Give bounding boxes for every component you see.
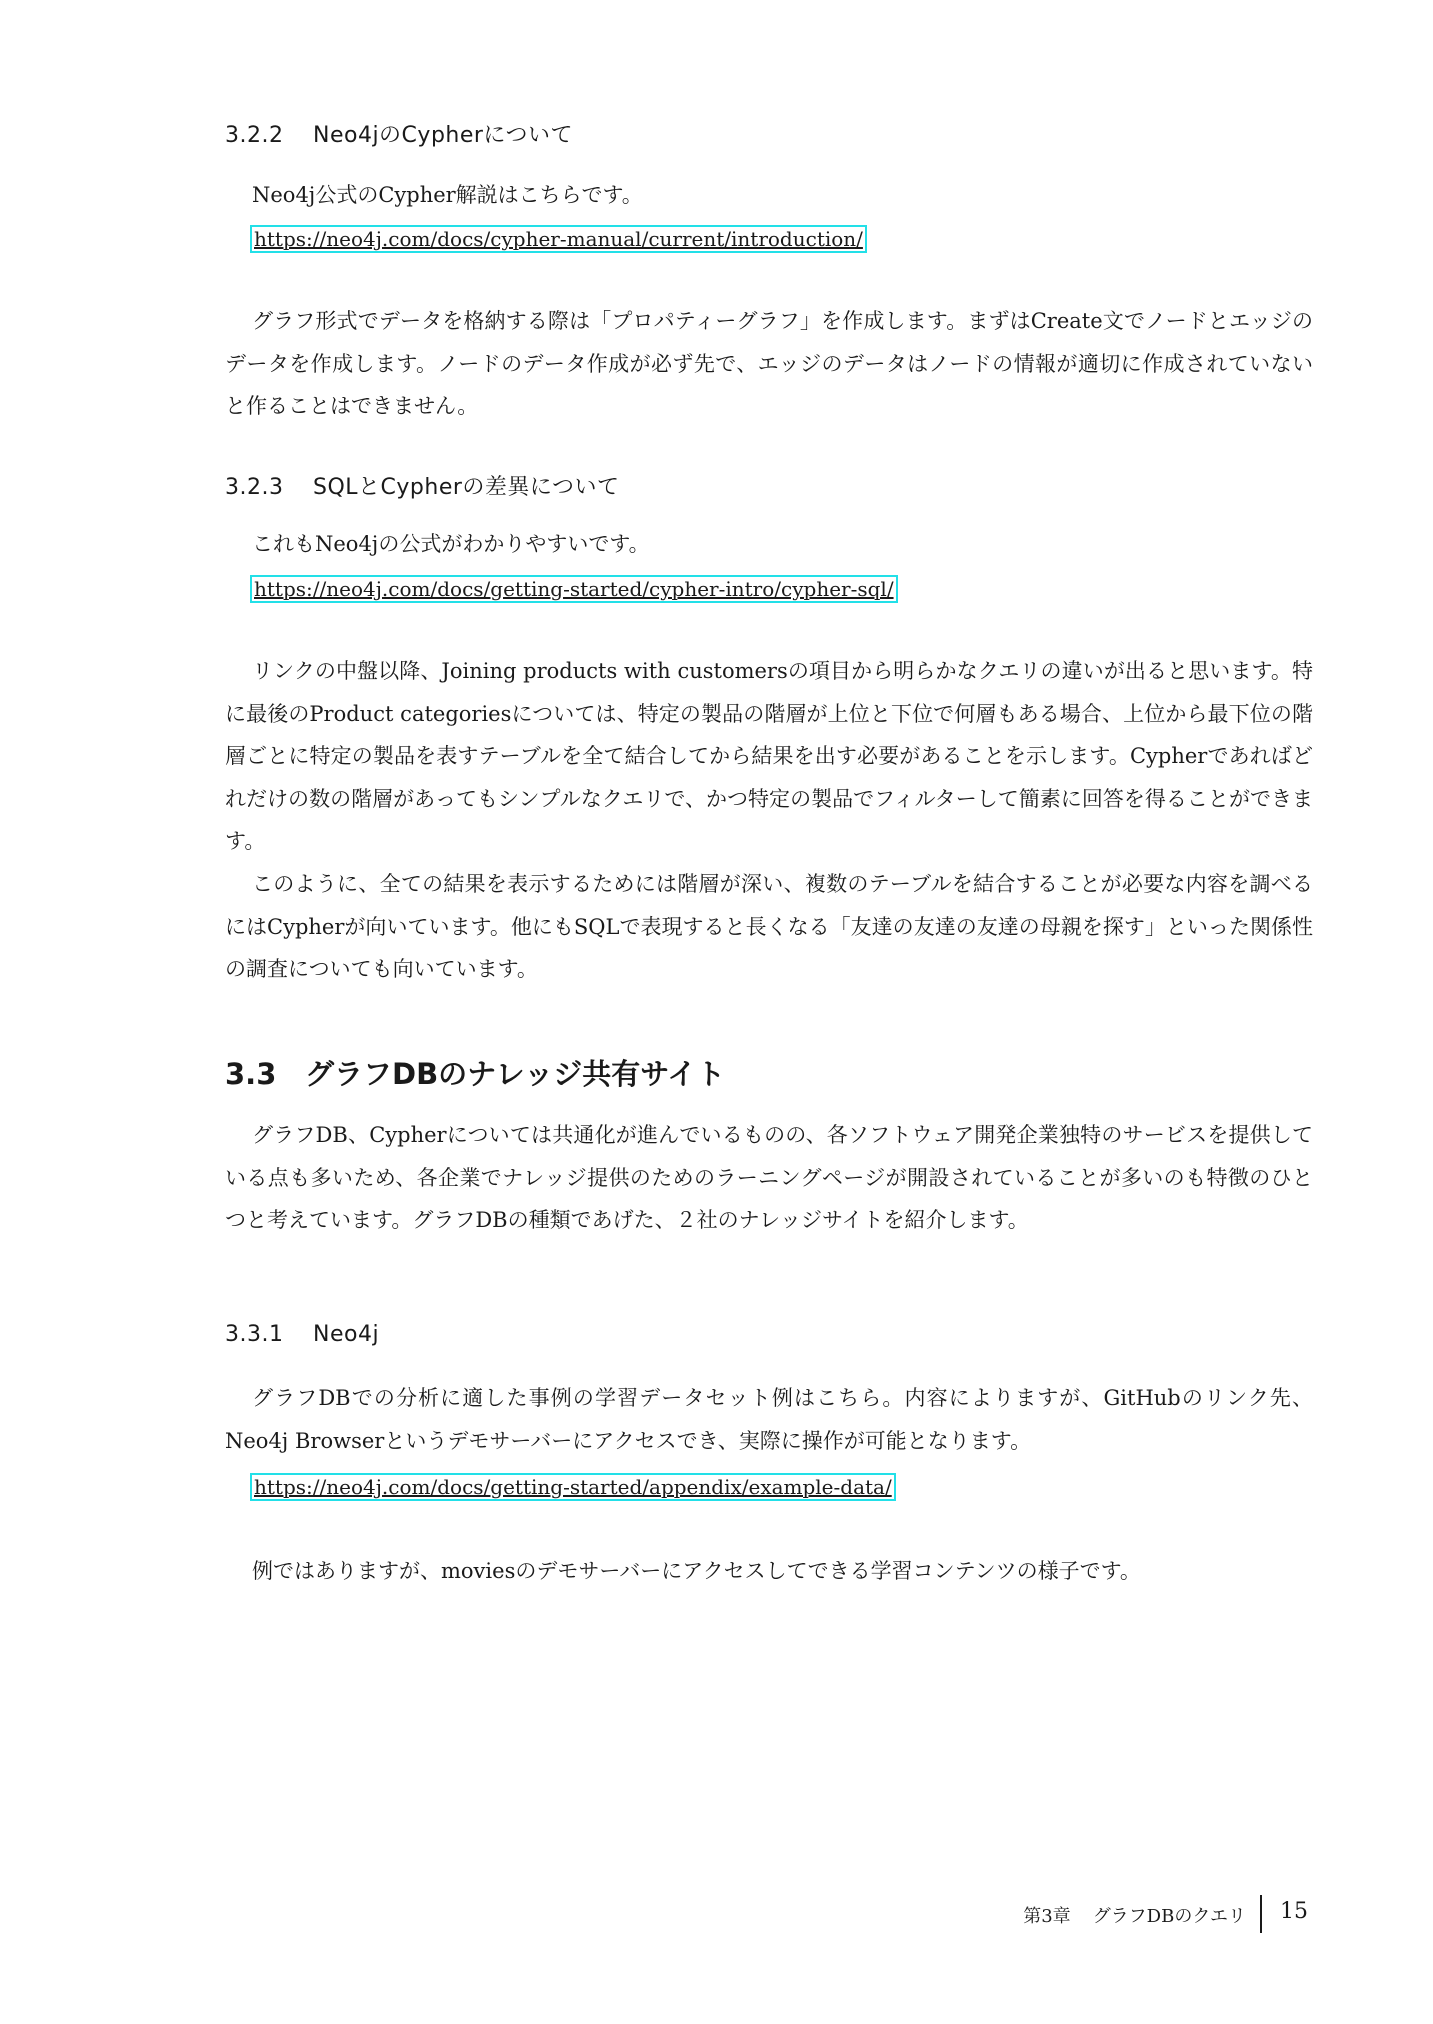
footer-divider bbox=[1260, 1895, 1262, 1933]
paragraph: これもNeo4jの公式がわかりやすいです。 bbox=[252, 532, 650, 556]
link-example-data[interactable]: https://neo4j.com/docs/getting-started/appendix/example-data/ bbox=[250, 1473, 896, 1501]
paragraph: グラフDB、Cypherについては共通化が進んでいるものの、各ソフトウェア開発企業独特のサービスを提供している点も多いため、各企業でナレッジ提供のためのラーニングページが開設されていることが多いのも特徴のひとつと考えています。グラフDBの種類であげた、２社のナレッジサイトを紹介します。 bbox=[225, 1123, 1313, 1232]
paragraph: グラフ形式でデータを格納する際は「プロパティーグラフ」を作成します。まずはCreate文でノードとエッジのデータを作成します。ノードのデータ作成が必ず先で、エッジのデータはノードの情報が適切に作成されていないと作ることはできません。 bbox=[225, 309, 1313, 418]
chapter-number: 第3章 bbox=[1023, 1906, 1071, 1927]
paragraph: 例ではありますが、moviesのデモサーバーにアクセスしてできる学習コンテンツの様子です。 bbox=[252, 1559, 1141, 1583]
paragraph: グラフDBでの分析に適した事例の学習データセット例はこちら。内容によりますが、GitHubのリンク先、Neo4j Browserというデモサーバーにアクセスでき、実際に操作が可能となります。 bbox=[225, 1386, 1313, 1453]
chapter-title: グラフDBのクエリ bbox=[1092, 1906, 1246, 1927]
paragraph: このように、全ての結果を表示するためには階層が深い、複数のテーブルを結合することが必要な内容を調べるにはCypherが向いています。他にもSQLで表現すると長くなる「友達の友達の友達の母親を探す」といった関係性の調査についても向いています。 bbox=[225, 872, 1313, 981]
section-number: 3.3 bbox=[225, 1057, 277, 1091]
section-heading-3-3-1 bbox=[225, 1322, 379, 1347]
section-number: 3.2.3 bbox=[225, 475, 284, 500]
link-cypher-sql[interactable]: https://neo4j.com/docs/getting-started/cypher-intro/cypher-sql/ bbox=[250, 575, 898, 603]
page-number: 15 bbox=[1280, 1899, 1308, 1924]
footer-chapter bbox=[1023, 1902, 1246, 1928]
section-title: Neo4jのCypherについて bbox=[313, 123, 573, 148]
section-title: SQLとCypherの差異について bbox=[313, 475, 620, 500]
section-number: 3.3.1 bbox=[225, 1322, 284, 1347]
section-heading-3-2-3 bbox=[225, 470, 619, 501]
section-title: グラフDBのナレッジ共有サイト bbox=[305, 1057, 726, 1091]
section-title: Neo4j bbox=[313, 1322, 380, 1347]
section-heading-3-2-2 bbox=[225, 118, 573, 149]
link-cypher-manual[interactable]: https://neo4j.com/docs/cypher-manual/current/introduction/ bbox=[250, 225, 867, 253]
paragraph: Neo4j公式のCypher解説はこちらです。 bbox=[252, 183, 643, 207]
paragraph: リンクの中盤以降、Joining products with customersの項目から明らかなクエリの違いが出ると思います。特に最後のProduct categoriesについては、特定の製品の階層が上位と下位で何層もある場合、上位から最下位の階層ごとに特定の製品を表すテーブルを全て結合してから結果を出す必要があることを示します。Cypherであればどれだけの数の階層があってもシンプルなクエリで、かつ特定の製品でフィルターして簡素に回答を得ることができます。 bbox=[225, 659, 1313, 853]
section-heading-3-3 bbox=[225, 1052, 725, 1093]
section-number: 3.2.2 bbox=[225, 123, 284, 148]
